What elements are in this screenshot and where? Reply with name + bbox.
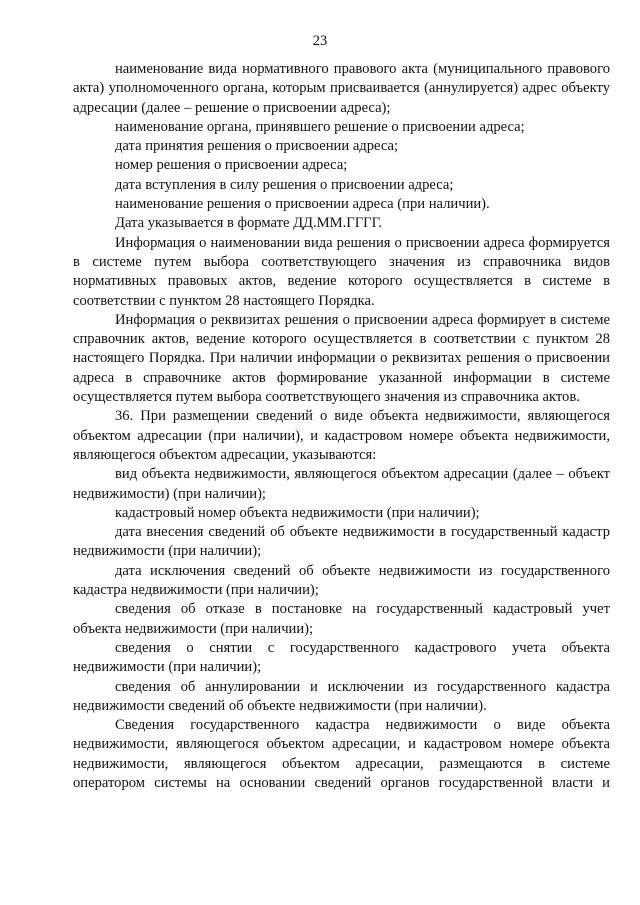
- paragraph-cadastre-entry-date: дата внесения сведений об объекте недвижимости в государственный кадастр недвижимости (при наличии);: [73, 524, 610, 560]
- paragraph-decision-date: дата принятия решения о присвоении адреса;: [115, 138, 399, 155]
- paragraph-decision-requisites-info: Информация о реквизитах решения о присвоении адреса формирует в системе справочник актов, ведение которого осуществляется в соответствии с пунктом 28 настоящего Порядка. При наличии информации о реквизитах решения о присвоении адреса в справочнике актов формирование указанной информации в системе осуществляется путем выбора соответствующего значения из справочника актов.: [73, 311, 610, 406]
- paragraph-decision-type-info: Информация о наименовании вида решения о присвоении адреса формируется в системе путем выбора соответствующего значения из справочника видов нормативных правовых актов, ведение которого осуществляется в системе в соответствии с пунктом 28 настоящего Порядка.: [73, 234, 610, 309]
- paragraph-cadastre-exclusion-date: дата исключения сведений об объекте недвижимости из государственного кадастра недвижимости (при наличии);: [73, 562, 610, 599]
- paragraph-item-36: 36. При размещении сведений о виде объекта недвижимости, являющегося объектом адресации (при наличии), и кадастровом номере объекта недвижимости, являющегося объектом адресации, указываются:: [73, 408, 610, 463]
- page-number: 23: [312, 33, 328, 49]
- paragraph-date-format: Дата указывается в формате ДД.ММ.ГГГГ.: [115, 215, 383, 232]
- paragraph-effective-date: дата вступления в силу решения о присвоении адреса;: [115, 176, 454, 193]
- paragraph-cadastral-number: кадастровый номер объекта недвижимости (при наличии);: [115, 504, 480, 521]
- paragraph-deregistration: сведения о снятии с государственного кадастрового учета объекта недвижимости (при наличии);: [73, 639, 610, 676]
- paragraph-authority-name: наименование органа, принявшего решение о присвоении адреса;: [115, 118, 525, 135]
- paragraph-annulment: сведения об аннулировании и исключении из государственного кадастра недвижимости сведений об объекте недвижимости (при наличии).: [73, 678, 610, 714]
- paragraph-decision-number: номер решения о присвоении адреса;: [115, 157, 348, 174]
- paragraph-registration-refusal: сведения об отказе в постановке на государственный кадастровый учет объекта недвижимости (при наличии);: [73, 601, 610, 637]
- document-body: [73, 60, 610, 793]
- paragraph-decision-title: наименование решения о присвоении адреса (при наличии).: [115, 196, 490, 213]
- paragraph-property-type: вид объекта недвижимости, являющегося объектом адресации (далее – объект недвижимости) (при наличии);: [73, 466, 610, 502]
- paragraph-regulation-name: наименование вида нормативного правового акта (муниципального правового акта) уполномоченного органа, которым присваивается (аннулируется) адрес объекту адресации (далее – решение о присвоении адреса);: [73, 61, 610, 116]
- paragraph-cadastre-info-placement: Сведения государственного кадастра недвижимости о виде объекта недвижимости, являющегося объектом адресации, и кадастровом номере объекта недвижимости, являющегося объектом адресации, размещаются в системе оператором системы на основании сведений органов государственной власти и: [73, 717, 610, 791]
